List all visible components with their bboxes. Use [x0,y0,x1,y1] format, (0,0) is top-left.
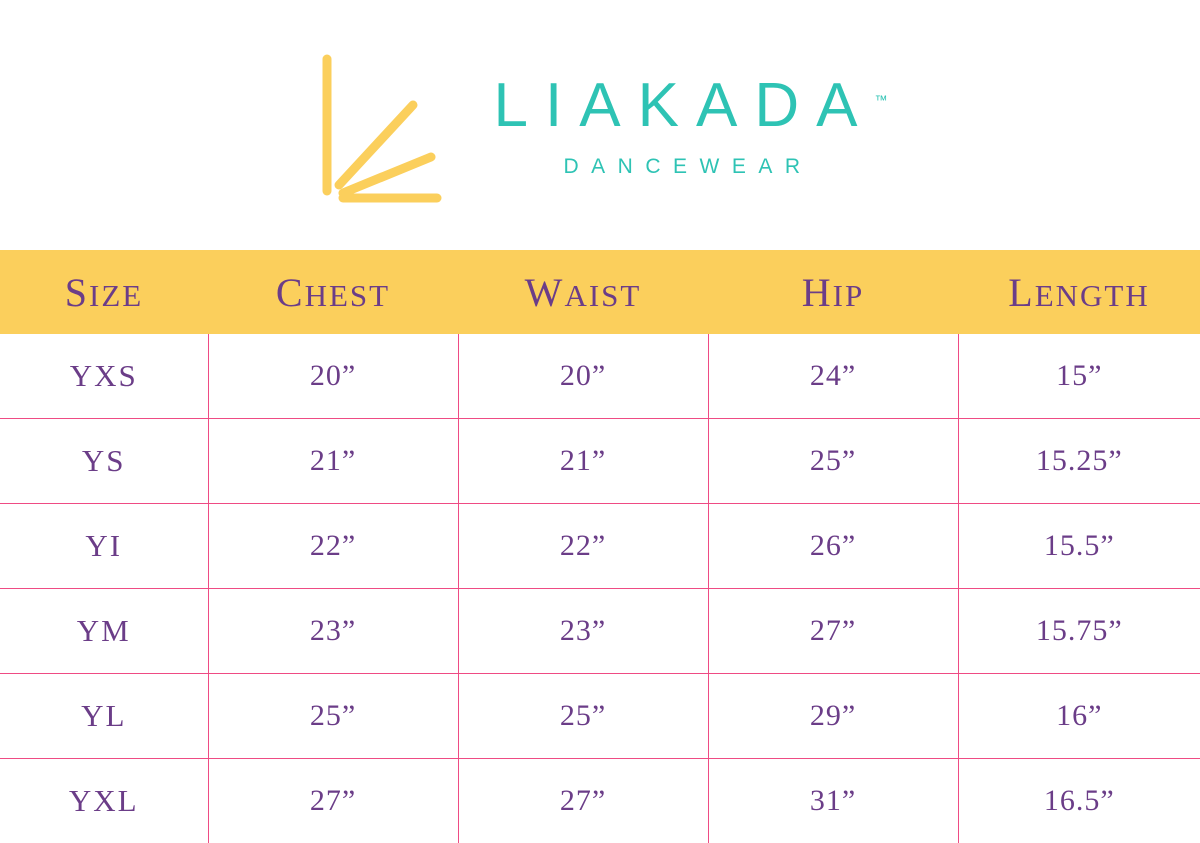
cell-size: YXL [0,759,208,843]
cell-chest: 20” [208,334,458,419]
table-row [0,674,1200,759]
brand-tagline: DANCEWEAR [551,155,812,179]
cell-chest: 22” [208,504,458,589]
cell-size: YI [0,504,208,589]
cell-waist: 20” [458,334,708,419]
table-row [0,504,1200,589]
column-header-length: LENGTH [958,250,1200,334]
cell-waist: 21” [458,419,708,504]
cell-length: 16.5” [958,759,1200,843]
cell-chest: 27” [208,759,458,843]
size-chart-table [0,250,1200,843]
table-row [0,419,1200,504]
column-header-size: SIZE [0,250,208,334]
column-header-hip: HIP [708,250,958,334]
column-header-waist: WAIST [458,250,708,334]
trademark-symbol: ™ [874,92,887,107]
cell-size: YS [0,419,208,504]
cell-chest: 25” [208,674,458,759]
table-body [0,334,1200,843]
cell-hip: 26” [708,504,958,589]
cell-length: 15.5” [958,504,1200,589]
brand-header [0,0,1200,250]
cell-hip: 27” [708,589,958,674]
sunburst-rays-icon [313,45,443,205]
cell-chest: 23” [208,589,458,674]
cell-waist: 25” [458,674,708,759]
column-header-chest: CHEST [208,250,458,334]
cell-waist: 23” [458,589,708,674]
cell-length: 15.25” [958,419,1200,504]
brand-wordmark [477,75,888,179]
table-row [0,759,1200,843]
cell-waist: 27” [458,759,708,843]
cell-length: 16” [958,674,1200,759]
cell-hip: 25” [708,419,958,504]
cell-waist: 22” [458,504,708,589]
cell-length: 15” [958,334,1200,419]
cell-hip: 29” [708,674,958,759]
cell-size: YXS [0,334,208,419]
cell-hip: 31” [708,759,958,843]
table-header [0,250,1200,334]
cell-size: YM [0,589,208,674]
table-row [0,589,1200,674]
cell-hip: 24” [708,334,958,419]
cell-length: 15.75” [958,589,1200,674]
cell-size: YL [0,674,208,759]
table-row [0,334,1200,419]
table-header-row [0,250,1200,334]
cell-chest: 21” [208,419,458,504]
brand-name: LIAKADA™ [477,75,888,137]
